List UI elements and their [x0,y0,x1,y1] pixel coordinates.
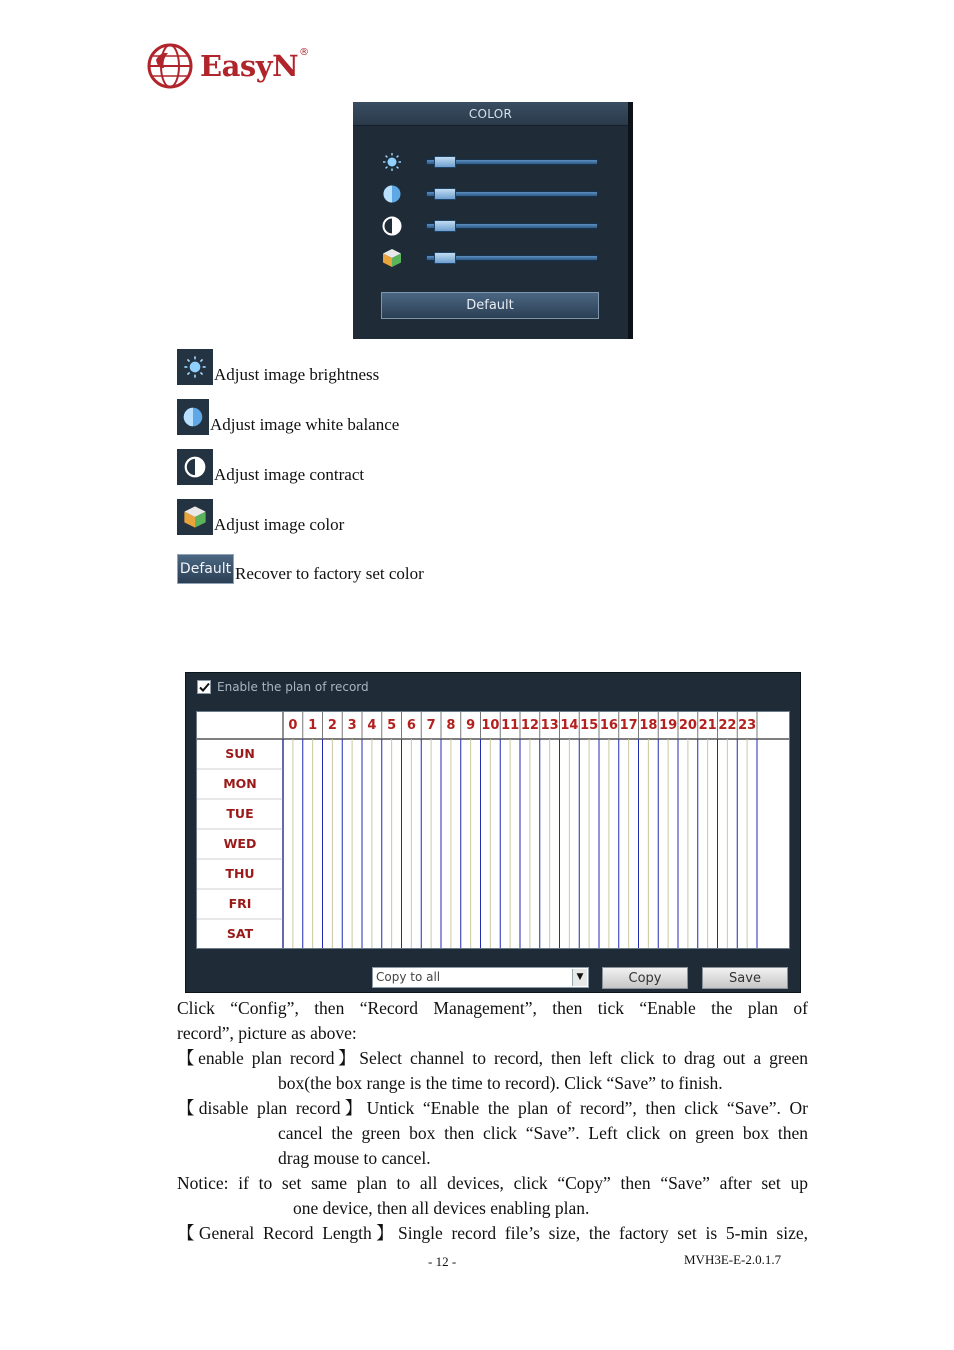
color-cube-icon [381,248,403,268]
registered-mark: ® [299,46,310,58]
day-label-mon: MON [223,776,257,791]
hour-label-22: 22 [718,718,737,733]
legend-brightness-text: Adjust image brightness [214,365,380,384]
paragraph-disable-line2: cancel the green box then click “Save”. Left click on green box then [278,1123,808,1143]
color-slider-thumb[interactable] [434,252,456,264]
hour-label-16: 16 [599,718,618,733]
legend-color [177,499,344,535]
hour-label-15: 15 [580,718,599,733]
dropdown-arrow-icon[interactable]: ▼ [572,969,587,986]
paragraph-config-line2: record”, picture as above: [177,1023,357,1043]
day-label-fri: FRI [228,896,252,911]
hour-label-12: 12 [520,718,539,733]
day-label-tue: TUE [226,806,254,821]
legend-brightness-icon-box [177,349,213,385]
hour-label-1: 1 [308,718,318,733]
white-balance-icon [381,184,403,204]
hour-label-13: 13 [540,718,559,733]
copy-target-value: Copy to all [376,970,441,984]
hour-label-3: 3 [347,718,357,733]
hour-label-14: 14 [560,718,579,733]
legend-brightness [177,349,379,385]
brightness-icon [381,152,403,172]
hour-label-20: 20 [678,718,697,733]
instructions-text [177,996,808,1246]
hour-label-23: 23 [738,718,757,733]
paragraph-enable-line2: box(the box range is the time to record). Click “Save” to finish. [278,1073,723,1093]
brand-name: EasyN [200,49,299,83]
hour-label-18: 18 [639,718,658,733]
legend-default-button: Default [177,554,234,584]
white-balance-icon [181,405,205,429]
day-label-wed: WED [223,836,257,851]
hour-label-0: 0 [288,718,298,733]
paragraph-disable-line1: 【disable plan record】Untick “Enable the plan of record”, then click “Save”. Or [177,1098,808,1118]
white-balance-slider-row [381,184,601,204]
contrast-icon [183,455,207,479]
legend-white-balance [177,399,399,435]
hour-label-10: 10 [481,718,500,733]
enable-plan-label: Enable the plan of record [217,680,369,694]
hour-label-7: 7 [426,718,436,733]
default-button[interactable]: Default [381,292,599,319]
day-label-sun: SUN [225,746,255,761]
hour-label-19: 19 [659,718,678,733]
paragraph-disable-line3: drag mouse to cancel. [278,1148,431,1168]
enable-plan-row[interactable] [197,679,369,695]
legend-contrast [177,449,364,485]
record-schedule-grid[interactable] [196,711,790,949]
page-number: - 12 - [428,1254,457,1269]
easyn-logo [146,42,309,90]
color-panel [353,102,633,339]
checkmark-icon [199,682,210,693]
paragraph-record-length-line1: 【General Record Length】Single record file’s size, the factory set is 5-min size, [177,1223,808,1243]
hour-label-8: 8 [446,718,456,733]
copy-target-select[interactable] [372,967,589,988]
paragraph-notice-line1: Notice: if to set same plan to all devices, click “Copy” then “Save” after set up [177,1173,808,1193]
paragraph-notice-line2: one device, then all devices enabling plan. [293,1198,590,1218]
copy-button[interactable]: Copy [602,967,688,989]
hour-label-11: 11 [501,718,520,733]
legend-default-text: Recover to factory set color [235,564,424,583]
legend-color-text: Adjust image color [214,515,345,534]
brightness-slider-row [381,152,601,172]
legend-color-icon-box [177,499,213,535]
hour-label-9: 9 [466,718,476,733]
paragraph-config-line1: Click “Config”, then “Record Management”, then tick “Enable the plan of [177,998,808,1018]
hour-label-5: 5 [387,718,397,733]
color-panel-title: COLOR [353,102,628,126]
brightness-icon [182,355,208,379]
enable-plan-checkbox[interactable] [197,680,211,694]
legend-white-balance-icon-box [177,399,209,435]
legend-contrast-text: Adjust image contract [214,465,365,484]
record-plan-panel [185,672,801,993]
day-label-sat: SAT [226,926,254,941]
document-version: MVH3E-E-2.0.1.7 [684,1252,782,1267]
hour-label-2: 2 [327,718,337,733]
easyn-globe-logo-icon [146,42,194,90]
hour-label-17: 17 [619,718,638,733]
contrast-slider-row [381,216,601,236]
hour-label-6: 6 [406,718,416,733]
day-label-thu: THU [225,866,255,881]
contrast-slider-thumb[interactable] [434,220,456,232]
hour-label-4: 4 [367,718,377,733]
color-slider-row [381,248,601,268]
legend-default [177,554,424,584]
white-balance-slider-thumb[interactable] [434,188,456,200]
schedule-grid-lines [197,712,789,948]
contrast-icon [381,216,403,236]
paragraph-enable-line1: 【enable plan record】Select channel to record, then left click to drag out a green [177,1048,808,1068]
save-button[interactable]: Save [702,967,788,989]
legend-contrast-icon-box [177,449,213,485]
legend-white-balance-text: Adjust image white balance [210,415,400,434]
color-cube-icon [182,505,208,529]
brightness-slider-thumb[interactable] [434,156,456,168]
hour-label-21: 21 [698,718,717,733]
